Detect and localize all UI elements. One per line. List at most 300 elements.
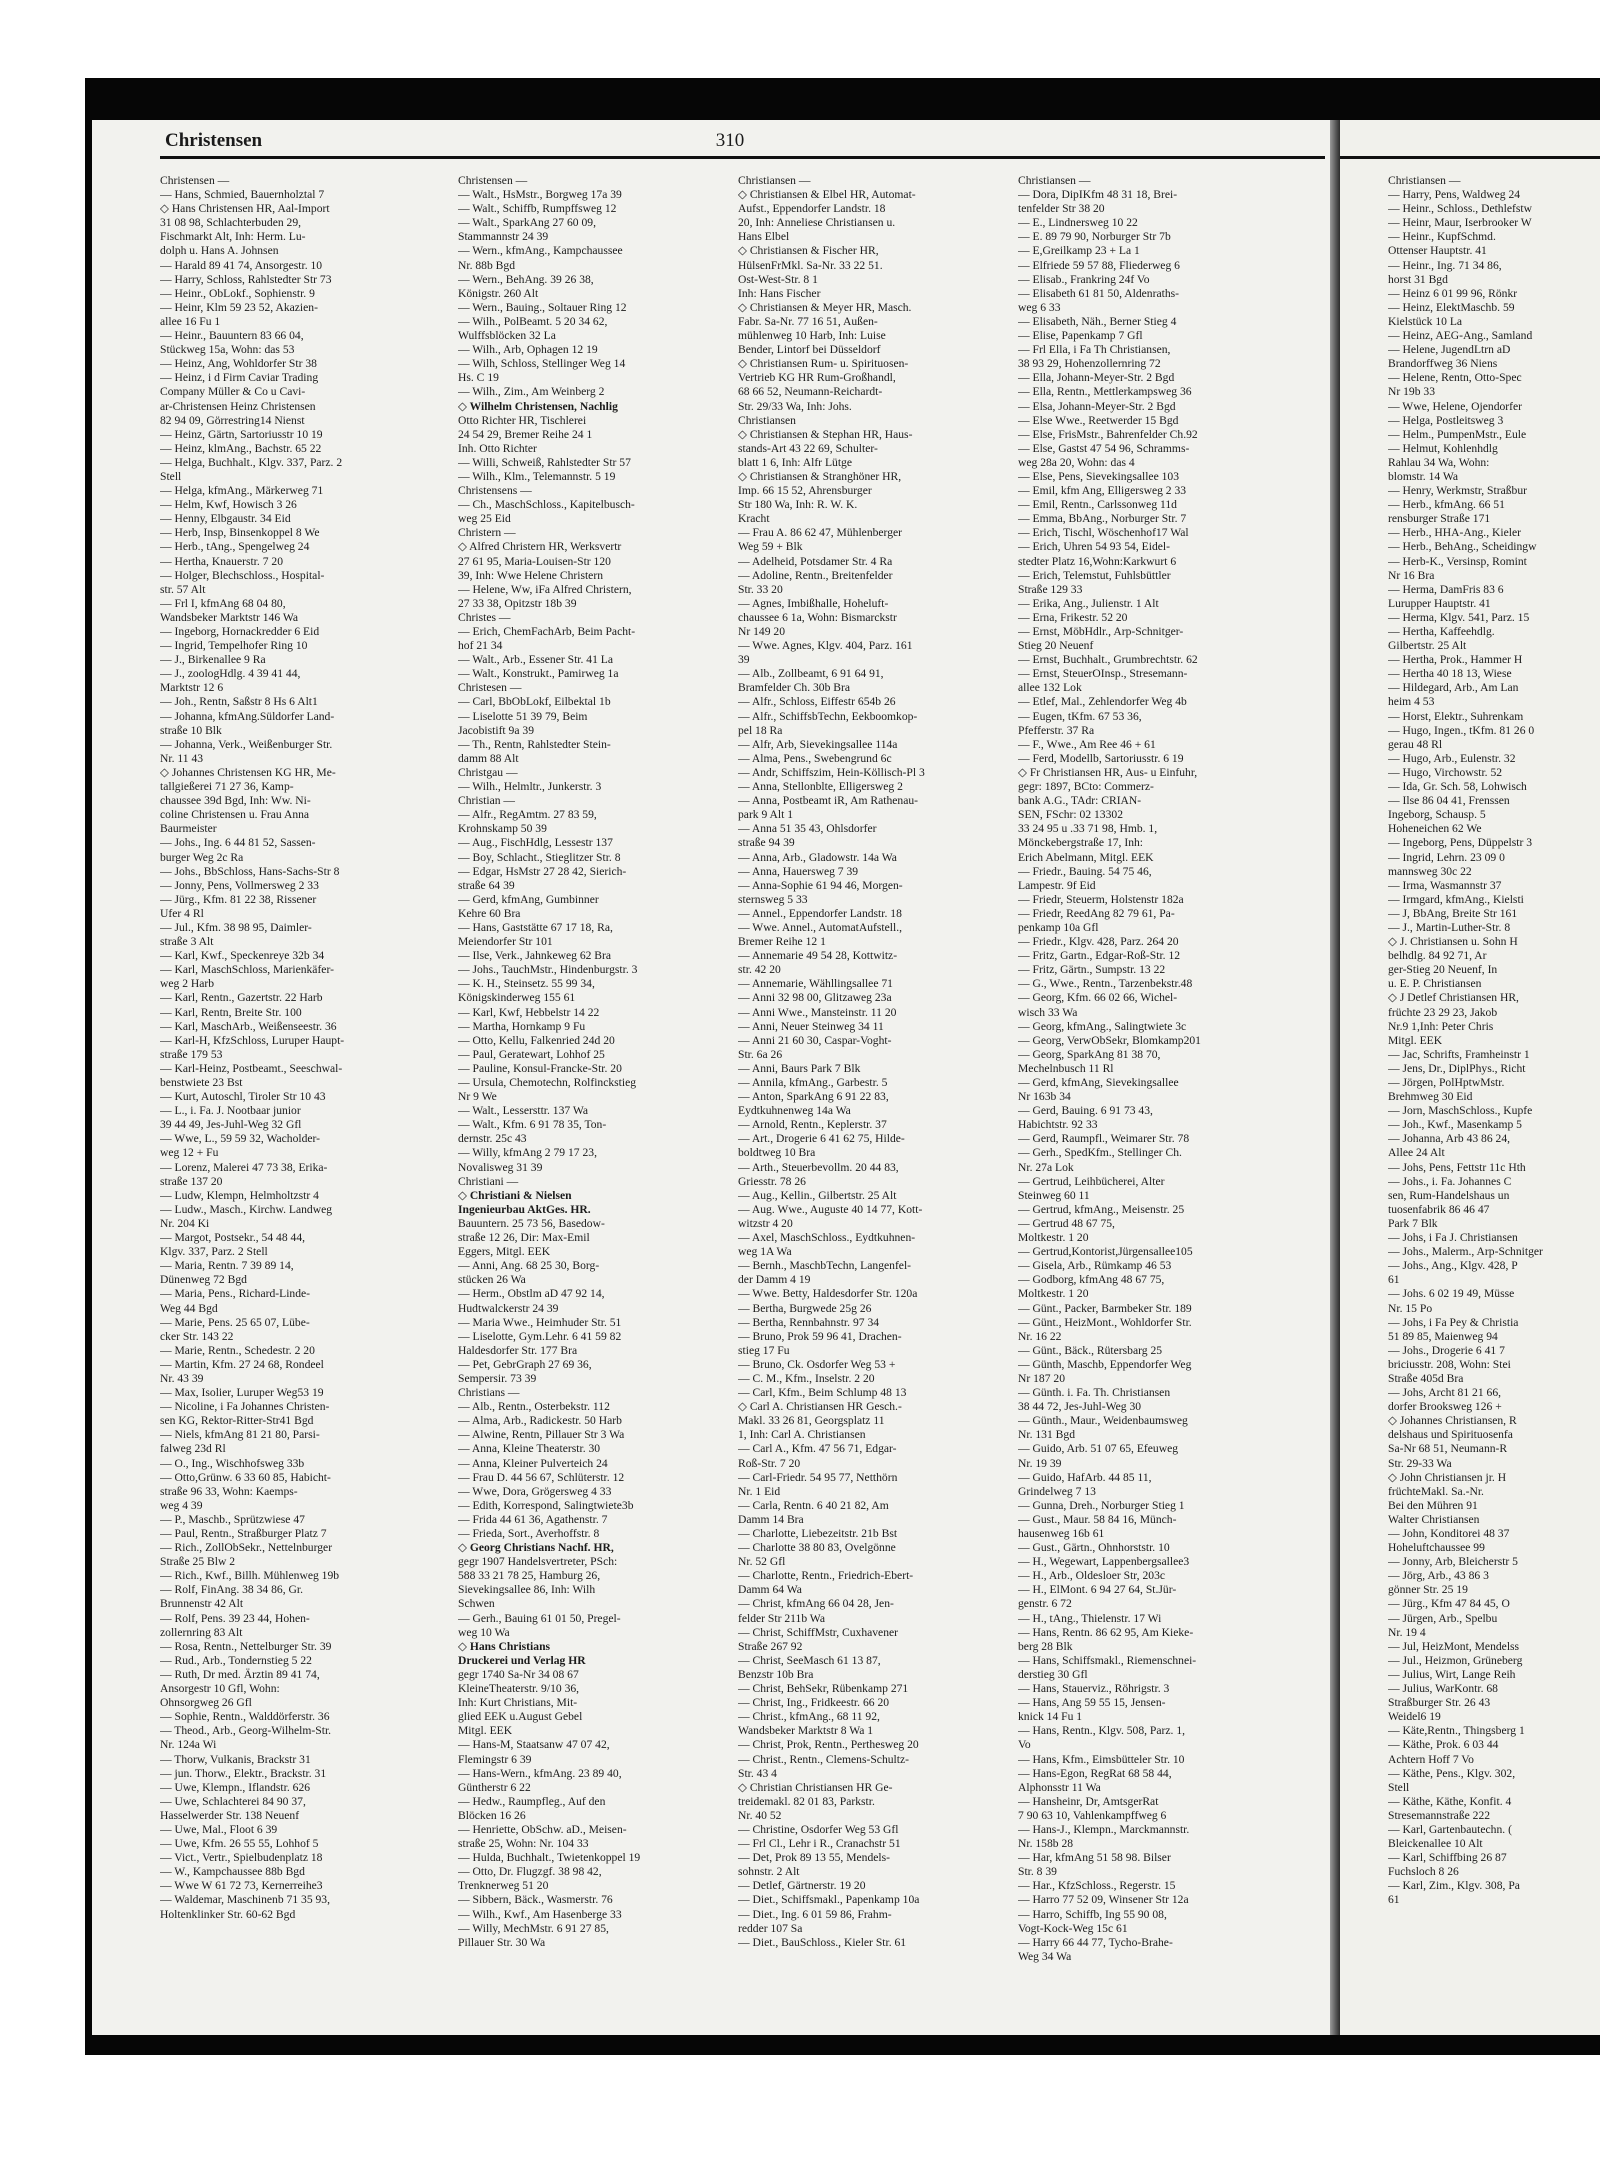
directory-entry: Nr 149 20 — [738, 625, 786, 638]
directory-entry: — Hans, Rentn., Klgv. 508, Parz. 1, — [1018, 1724, 1186, 1738]
directory-entry: — Harald 89 41 74, Ansorgestr. 10 — [160, 258, 323, 272]
directory-entry: — Christine, Osdorfer Weg 53 Gfl — [738, 1822, 899, 1836]
directory-entry: — Frl Cl., Lehr i R., Cranachstr 51 — [738, 1837, 901, 1851]
directory-entry: Nr 9 We — [458, 1090, 497, 1104]
directory-heading: ◇ Johannes Christiansen, R — [1388, 1414, 1517, 1428]
directory-entry: Nr. 43 39 — [160, 1371, 204, 1385]
directory-entry: — Willi, Schweiß, Rahlstedter Str 57 — [458, 455, 631, 469]
directory-entry: felder Str 211b Wa — [738, 1611, 825, 1625]
directory-column-4 — [1018, 174, 1280, 1964]
directory-entry: — Heinz, Ang, Wohldorfer Str 38 — [160, 357, 317, 371]
directory-entry: — K. H., Steinsetz. 55 99 34, — [458, 977, 595, 991]
directory-entry: Kielstück 10 La — [1388, 314, 1463, 328]
directory-entry: — Gertrud, Leihbücherei, Alter — [1018, 1174, 1165, 1188]
directory-entry: der Damm 4 19 — [738, 1273, 811, 1287]
directory-entry: — Georg, Kfm. 66 02 66, Wichel- — [1018, 991, 1178, 1005]
directory-entry: — E,Greilkamp 23 + La 1 — [1018, 244, 1140, 258]
directory-entry: — Ch., MaschSchloss., Kapitelbusch- — [458, 498, 635, 512]
directory-entry: Damm 64 Wa — [738, 1583, 802, 1597]
directory-heading: ◇ John Christiansen jr. H — [1388, 1470, 1507, 1484]
directory-entry: weg 28a 20, Wohn: das 4 — [1018, 455, 1135, 469]
directory-entry: Stresemannstraße 222 — [1388, 1808, 1491, 1822]
directory-entry: Company Müller & Co u Cavi- — [160, 385, 306, 399]
directory-entry: — Christ, SchiffMstr, Cuxhavener — [738, 1625, 899, 1639]
directory-entry: Otto Richter HR, Tischlerei — [458, 413, 587, 427]
directory-entry: — Rolf, Pens. 39 23 44, Hohen- — [160, 1611, 310, 1625]
directory-entry: Königstr. 260 Alt — [458, 286, 539, 300]
directory-entry: — Karl, Rentn, Breite Str. 100 — [160, 1005, 302, 1019]
directory-entry: — Jul., Heizmon, Grüneberg — [1388, 1653, 1523, 1667]
directory-entry: — H., tAng., Thielenstr. 17 Wi — [1018, 1611, 1162, 1625]
directory-entry: — Har, kfmAng 51 58 98. Bilser — [1018, 1851, 1171, 1865]
directory-entry: straße 12 26, Dir: Max-Emil — [458, 1231, 590, 1245]
directory-entry: — J., zoologHdlg. 4 39 41 44, — [160, 667, 301, 681]
directory-entry: — Diet., Schiffsmakl., Papenkamp 10a — [738, 1893, 920, 1907]
directory-entry: — Frida 44 61 36, Agathenstr. 7 — [458, 1512, 608, 1526]
directory-entry: Weidel6 19 — [1388, 1710, 1441, 1724]
directory-entry: — Jorn, MaschSchloss., Kupfe — [1388, 1104, 1533, 1118]
directory-entry: — Ida, Gr. Sch. 58, Lohwisch — [1388, 780, 1527, 794]
directory-entry: gegr 1907 Handelsvertreter, PSch: — [458, 1555, 618, 1569]
directory-entry: Nr 19b 33 — [1388, 385, 1436, 399]
directory-entry: Jacobistift 9a 39 — [458, 723, 534, 737]
directory-entry: — Marie, Pens. 25 65 07, Lübe- — [160, 1315, 310, 1329]
directory-entry: — Harry, Pens, Waldweg 24 — [1388, 188, 1521, 202]
directory-entry: — Martin, Kfm. 27 24 68, Rondeel — [160, 1357, 324, 1371]
directory-entry: straße 94 39 — [738, 836, 795, 850]
directory-entry: — Johs, Archt 81 21 66, — [1388, 1386, 1502, 1400]
directory-entry: HülsenFrMkl. Sa-Nr. 33 22 51. — [738, 258, 883, 272]
directory-entry: — Hans-Egon, RegRat 68 58 44, — [1018, 1766, 1172, 1780]
directory-entry: straße 96 33, Wohn: Kaemps- — [160, 1484, 298, 1498]
directory-entry: — Ingeborg, Pens, Düppelstr 3 — [1388, 836, 1533, 850]
directory-entry: — Johanna, kfmAng.Süldorfer Land- — [160, 709, 335, 723]
directory-entry: — Herb., HHA-Ang., Kieler — [1388, 526, 1521, 540]
directory-entry: Moltkestr. 1 20 — [1018, 1287, 1089, 1301]
directory-entry: — Helga, Buchhalt., Klgv. 337, Parz. 2 — [160, 455, 343, 469]
directory-entry: — F., Wwe., Am Ree 46 + 61 — [1018, 737, 1156, 751]
directory-entry: Nr. 1 Eid — [738, 1484, 781, 1498]
directory-entry: burger Weg 2c Ra — [160, 850, 244, 864]
directory-entry: stücken 26 Wa — [458, 1273, 526, 1287]
directory-entry: — Wwe. Agnes, Klgv. 404, Parz. 161 — [738, 639, 913, 653]
directory-heading: Christensens — — [458, 484, 532, 498]
directory-entry: Klgv. 337, Parz. 2 Stell — [160, 1245, 268, 1259]
directory-entry: — Karl, Gartenbautechn. ( — [1388, 1822, 1512, 1836]
directory-entry: — Herm., Obstlm aD 47 92 14, — [458, 1287, 605, 1301]
directory-entry: Sievekingsallee 86, Inh: Wilh — [458, 1583, 596, 1597]
directory-entry: — Jul, HeizMont, Mendelss — [1388, 1639, 1520, 1653]
directory-entry: blatt 1 6, Inh: Alfr Lütge — [738, 455, 852, 469]
directory-entry: — Ludw., Masch., Kirchw. Landweg — [160, 1202, 333, 1216]
directory-entry: — Jonny, Pens, Vollmersweg 2 33 — [160, 878, 319, 892]
directory-entry: Brehmweg 30 Eid — [1388, 1090, 1473, 1104]
directory-entry: — J., Martin-Luther-Str. 8 — [1388, 920, 1511, 934]
directory-entry: — Alfr., Schloss, Eiffestr 654b 26 — [738, 695, 896, 709]
directory-entry: — Georg, VerwObSekr, Blomkamp201 — [1018, 1033, 1201, 1047]
directory-entry: — Ernst, MöbHdlr., Arp-Schnitger- — [1018, 625, 1184, 638]
directory-entry: — Aug., FischHdlg, Lessestr 137 — [458, 836, 613, 850]
directory-entry: Krohnskamp 50 39 — [458, 822, 547, 836]
directory-entry: — Liselotte, Gym.Lehr. 6 41 59 82 — [458, 1329, 622, 1343]
directory-entry: Vo — [1018, 1738, 1031, 1752]
directory-heading: ◇ Hans Christensen HR, Aal-Import — [160, 202, 330, 216]
directory-entry: weg 10 Wa — [458, 1625, 510, 1639]
directory-entry: Bleickenallee 10 Alt — [1388, 1837, 1483, 1851]
directory-entry: — Wilh., PolBeamt. 5 20 34 62, — [458, 314, 608, 328]
directory-entry: — Georg, SparkAng 81 38 70, — [1018, 1047, 1161, 1061]
directory-entry: — Georg, kfmAng., Salingtwiete 3c — [1018, 1019, 1187, 1033]
directory-entry: — Henriette, ObSchw. aD., Meisen- — [458, 1822, 627, 1836]
directory-entry: — Walt., Lessersttr. 137 Wa — [458, 1104, 589, 1118]
directory-entry: 1, Inh: Carl A. Christiansen — [738, 1428, 866, 1442]
directory-entry: — Johs, i Fa J. Christiansen — [1388, 1231, 1518, 1245]
directory-entry: — Anna 51 35 43, Ohlsdorfer — [738, 822, 877, 836]
directory-entry: Mitgl. EEK — [1388, 1033, 1443, 1047]
directory-entry: — Theod., Arb., Georg-Wilhelm-Str. — [160, 1724, 332, 1738]
directory-entry: hausenweg 16b 61 — [1018, 1527, 1105, 1540]
directory-entry: — Heinr., Bauuntern 83 66 04, — [160, 329, 304, 343]
directory-entry: park 9 Alt 1 — [738, 808, 794, 822]
directory-entry: — Ingrid, Lehrn. 23 09 0 — [1388, 850, 1505, 864]
directory-entry: — Hedw., Raumpfleg., Auf den — [458, 1794, 606, 1808]
directory-entry: Ansorgestr 10 Gfl, Wohn: — [160, 1682, 280, 1696]
directory-entry: — Christ, kfmAng 66 04 28, Jen- — [738, 1597, 894, 1611]
directory-entry: — Bruno, Prok 59 96 41, Drachen- — [738, 1329, 902, 1343]
directory-entry: — Johs., Ing. 6 44 81 52, Sassen- — [160, 836, 316, 850]
directory-entry: cker Str. 143 22 — [160, 1329, 234, 1343]
directory-entry: wisch 33 Wa — [1018, 1005, 1078, 1019]
directory-entry: — C. M., Kfm., Inselstr. 2 20 — [738, 1371, 875, 1385]
directory-entry: Wandsbeker Marktstr 8 Wa 1 — [738, 1724, 874, 1738]
directory-entry: — Erna, Frikestr. 52 20 — [1018, 610, 1128, 624]
directory-entry: stedter Platz 16,Wohn:Karkwurt 6 — [1018, 554, 1177, 568]
directory-entry: — Adelheid, Potsdamer Str. 4 Ra — [738, 554, 893, 568]
directory-entry: — Alfr., SchiffsbTechn, Eekboomkop- — [738, 709, 918, 723]
directory-heading: ◇ Christian Christiansen HR Ge- — [738, 1780, 893, 1794]
directory-entry: — Alma, Pens., Swebengrund 6c — [738, 751, 892, 765]
directory-entry: — Martha, Hornkamp 9 Fu — [458, 1019, 586, 1033]
directory-entry: straße 3 Alt — [160, 935, 214, 949]
directory-entry: — Joh., Rentn, Saßstr 8 Hs 6 Alt1 — [160, 695, 318, 709]
next-page-column — [1388, 174, 1600, 1908]
directory-entry: — Anni 32 98 00, Glitzaweg 23a — [738, 991, 892, 1005]
next-page-edge — [1340, 120, 1600, 2035]
directory-entry: Lurupper Hauptstr. 41 — [1388, 596, 1491, 610]
directory-entry: Haldesdorfer Str. 177 Bra — [458, 1343, 578, 1357]
directory-entry: Makl. 33 26 81, Georgsplatz 11 — [738, 1414, 885, 1428]
directory-entry: Habichtstr. 92 33 — [1018, 1118, 1098, 1132]
directory-entry: — Emma, BbAng., Norburger Str. 7 — [1018, 512, 1187, 526]
directory-entry: — Otto, Dr. Flugzgf. 38 98 42, — [458, 1865, 602, 1879]
directory-entry: — Helene, JugendLtrn aD — [1388, 343, 1511, 357]
directory-entry: — Heinr., Schloss., Dethlefstw — [1388, 202, 1532, 216]
directory-entry: 61 — [1388, 1893, 1400, 1907]
directory-entry: — Hans-M, Staatsanw 47 07 42, — [458, 1738, 610, 1752]
directory-entry: delshaus und Spirituosenfa — [1388, 1428, 1513, 1442]
directory-entry: Straße 405d Bra — [1388, 1371, 1464, 1385]
directory-entry: Pillauer Str. 30 Wa — [458, 1935, 546, 1949]
directory-entry: — Hans-J., Klempn., Marckmannstr. — [1018, 1822, 1190, 1836]
directory-entry: — G., Wwe., Rentn., Tarzenbekstr.48 — [1018, 977, 1193, 991]
directory-entry: Ingeborg, Schausp. 5 — [1388, 808, 1486, 822]
directory-entry: Ufer 4 Rl — [160, 906, 204, 920]
directory-entry: — Aug., Kellin., Gilbertstr. 25 Alt — [738, 1188, 897, 1202]
directory-entry: — Hans, Gaststätte 67 17 18, Ra, — [458, 920, 613, 934]
directory-entry: — Walt., Konstrukt., Pamirweg 1a — [458, 667, 619, 681]
directory-entry: straße 64 39 — [458, 878, 515, 892]
directory-entry: — Erich, Tischl, Wöschenhof17 Wal — [1018, 526, 1189, 540]
directory-entry: Druckerei und Verlag HR — [458, 1653, 586, 1667]
directory-entry: — Hans, Ang 59 55 15, Jensen- — [1018, 1696, 1166, 1710]
directory-entry: Nr. 204 Ki — [160, 1216, 210, 1230]
directory-entry: — Else Wwe., Reetwerder 15 Bgd — [1018, 413, 1179, 427]
directory-entry: — Karl, Schiffbing 26 87 — [1388, 1851, 1507, 1865]
directory-entry: Mitgl. EEK — [458, 1724, 513, 1738]
directory-entry: gerau 48 Rl — [1388, 737, 1443, 751]
directory-entry: coline Christensen u. Frau Anna — [160, 808, 310, 822]
directory-entry: — Uwe, Kfm. 26 55 55, Lohhof 5 — [160, 1837, 319, 1851]
directory-entry: — Ernst, Buchhalt., Grumbrechtstr. 62 — [1018, 653, 1198, 667]
directory-entry: — Harry 66 44 77, Tycho-Brahe- — [1018, 1935, 1173, 1949]
directory-entry: Grindelweg 7 13 — [1018, 1484, 1096, 1498]
directory-entry: — Maria, Pens., Richard-Linde- — [160, 1287, 311, 1301]
directory-entry: briciusstr. 208, Wohn: Stei — [1388, 1357, 1511, 1371]
directory-entry: Str. 33 20 — [738, 582, 783, 596]
directory-entry: benstwiete 23 Bst — [160, 1076, 243, 1089]
directory-entry: — Etlef, Mal., Zehlendorfer Weg 4b — [1018, 695, 1187, 709]
directory-entry: — Anna, Stellonblte, Elligersweg 2 — [738, 780, 903, 794]
directory-entry: — Uwe, Schlachterei 84 90 37, — [160, 1794, 306, 1808]
directory-entry: — Edith, Korrespond, Salingtwiete3b — [458, 1498, 634, 1512]
directory-entry: — Maria Wwe., Heimhuder Str. 51 — [458, 1315, 622, 1329]
directory-heading: Christiansen — — [1388, 174, 1461, 187]
directory-entry: Aufst., Eppendorfer Landstr. 18 — [738, 202, 886, 216]
directory-heading: ◇ Christiansen & Elbel HR, Automat- — [738, 188, 916, 202]
directory-entry: Moltkestr. 1 20 — [1018, 1231, 1089, 1245]
directory-entry: — Carl, BbObLokf, Eilbektal 1b — [458, 695, 611, 709]
directory-entry: weg 1A Wa — [738, 1245, 792, 1259]
directory-entry: — Heinr, Maur, Iserbrooker W — [1388, 216, 1532, 230]
directory-entry: — Charlotte, Rentn., Friedrich-Ebert- — [738, 1569, 914, 1583]
directory-entry: — Elsa, Johann-Meyer-Str. 2 Bgd — [1018, 399, 1176, 413]
directory-entry: — Andr, Schiffszim, Hein-Köllisch-Pl 3 — [738, 765, 925, 779]
directory-entry: chaussee 6 1a, Wohn: Bismarckstr — [738, 610, 897, 624]
directory-entry: — Herma, DamFris 83 6 — [1388, 582, 1504, 596]
directory-entry: sen, Rum-Handelshaus un — [1388, 1188, 1510, 1202]
directory-entry: Stell — [160, 469, 182, 483]
directory-column-1 — [160, 174, 422, 1922]
directory-entry: — Wilh., Kwf., Am Hasenberge 33 — [458, 1907, 622, 1921]
directory-entry: stieg 17 Fu — [738, 1343, 790, 1357]
directory-entry: Damm 14 Bra — [738, 1512, 804, 1526]
directory-entry: — Christ, BehSekr, Rübenkamp 271 — [738, 1682, 909, 1696]
directory-entry: — Heinz 6 01 99 96, Rönkr — [1388, 286, 1518, 300]
directory-entry: Rahlau 34 Wa, Wohn: — [1388, 455, 1490, 469]
directory-entry: chaussee 39d Bgd, Inh: Ww. Ni- — [160, 794, 311, 808]
directory-entry: blomstr. 14 Wa — [1388, 469, 1459, 483]
directory-heading: Christes — — [458, 610, 511, 624]
directory-entry: — Arnold, Rentn., Keplerstr. 37 — [738, 1118, 887, 1132]
directory-entry: — Helene, Ww, iFa Alfred Christern, — [458, 582, 632, 596]
directory-entry: Vertrieb KG HR Rum-Großhandl, — [738, 371, 896, 385]
directory-entry: weg 4 39 — [160, 1498, 203, 1512]
directory-entry: — Jac, Schrifts, Framheinstr 1 — [1388, 1047, 1530, 1061]
header-rule — [160, 156, 1325, 159]
directory-entry: — Rich., Kwf., Billh. Mühlenweg 19b — [160, 1569, 340, 1583]
directory-entry: — Alb., Rentn., Osterbekstr. 112 — [458, 1400, 610, 1414]
directory-entry: — Günt., HeizMont., Wohldorfer Str. — [1018, 1315, 1192, 1329]
directory-entry: — Annel., Eppendorfer Landstr. 18 — [738, 906, 902, 920]
directory-entry: Güntherstr 6 22 — [458, 1780, 531, 1794]
directory-entry: — Jörgen, PolHptwMstr. — [1388, 1076, 1505, 1089]
directory-entry: dolph u. Hans A. Johnsen — [160, 244, 279, 258]
directory-entry: — Maria, Rentn. 7 39 89 14, — [160, 1259, 294, 1273]
directory-entry: — Anton, SparkAng 6 91 22 83, — [738, 1090, 889, 1104]
directory-entry: — Anna, Hauersweg 7 39 — [738, 864, 859, 878]
directory-heading: Christiansen — — [738, 174, 811, 187]
directory-entry: — Erika, Ang., Julienstr. 1 Alt — [1018, 596, 1159, 610]
directory-entry: — Herma, Klgv. 541, Parz. 15 — [1388, 610, 1530, 624]
directory-entry: Kracht — [738, 512, 770, 526]
directory-heading: ◇ Hans Christians — [458, 1639, 551, 1653]
directory-entry: Bremer Reihe 12 1 — [738, 935, 826, 949]
directory-entry: — Bertha, Rennbahnstr. 97 34 — [738, 1315, 880, 1329]
directory-entry: Dünenweg 72 Bgd — [160, 1273, 247, 1287]
directory-entry: weg 12 + Fu — [160, 1146, 219, 1160]
directory-entry: — Otto, Kellu, Falkenried 24d 20 — [458, 1033, 615, 1047]
directory-entry: Vogt-Kock-Weg 15c 61 — [1018, 1921, 1128, 1935]
directory-entry: — Margot, Postsekr., 54 48 44, — [160, 1231, 306, 1245]
directory-entry: — H., Wegewart, Lappenbergsallee3 — [1018, 1555, 1190, 1569]
directory-entry: — Günt., Bäck., Rütersbarg 25 — [1018, 1343, 1163, 1357]
directory-entry: damm 88 Alt — [458, 751, 519, 765]
directory-entry: — Heinz, klmAng., Bachstr. 65 22 — [160, 441, 322, 455]
directory-entry: — Elisab., Frankring 24f Vo — [1018, 272, 1150, 286]
directory-entry: — Jürg., Kfm 47 84 45, O — [1388, 1597, 1510, 1611]
directory-entry: — Karl, Rentn., Gazertstr. 22 Harb — [160, 991, 323, 1005]
directory-entry: — Elisabeth 61 81 50, Aldenraths- — [1018, 286, 1179, 300]
directory-entry: — Bernh., MaschbTechn, Langenfel- — [738, 1259, 912, 1273]
book-gutter — [1330, 120, 1340, 2035]
directory-entry: — Heinz, Gärtn, Sartoriusstr 10 19 — [160, 427, 323, 441]
directory-entry: — Karl, MaschSchloss, Marienkäfer- — [160, 963, 334, 977]
directory-heading: ◇ Christiansen & Fischer HR, — [738, 244, 879, 258]
directory-entry: tuosenfabrik 86 46 47 — [1388, 1202, 1490, 1216]
directory-entry: — Karl-H, KfzSchloss, Luruper Haupt- — [160, 1033, 345, 1047]
directory-entry: — Wilh, Schloss, Stellinger Weg 14 — [458, 357, 626, 371]
directory-entry: — Anna-Sophie 61 94 46, Morgen- — [738, 878, 903, 892]
directory-entry: — Ursula, Chemotechn, Rolfinckstieg — [458, 1076, 637, 1089]
directory-entry: pel 18 Ra — [738, 723, 783, 737]
directory-entry: früchteMakl. Sa.-Nr. — [1388, 1484, 1484, 1498]
directory-entry: rensburger Straße 171 — [1388, 512, 1491, 526]
directory-column-2 — [458, 174, 720, 1950]
page-header-name: Christensen — [165, 130, 263, 151]
directory-entry: 39 44 49, Jes-Juhl-Weg 32 Gfl — [160, 1118, 302, 1132]
directory-entry: — Heinr, Klm 59 23 52, Akazien- — [160, 300, 318, 314]
directory-entry: — Walt., HsMstr., Borgweg 17a 39 — [458, 188, 622, 202]
directory-entry: — Willy, kfmAng 2 79 17 23, — [458, 1146, 597, 1160]
directory-heading: ◇ Carl A. Christiansen HR Gesch.- — [738, 1400, 902, 1414]
directory-entry: — Wwe, Helene, Ojendorfer — [1388, 399, 1523, 413]
directory-entry: — Bruno, Ck. Osdorfer Weg 53 + — [738, 1357, 896, 1371]
directory-entry: — Alma, Arb., Radickestr. 50 Harb — [458, 1414, 622, 1428]
directory-entry: — Charlotte, Liebezeitstr. 21b Bst — [738, 1527, 898, 1540]
directory-entry: — Gerd, Bauing. 6 91 73 43, — [1018, 1104, 1153, 1118]
directory-entry: Ohnsorgweg 26 Gfl — [160, 1696, 252, 1710]
directory-entry: treidemakl. 82 01 83, Parkstr. — [738, 1794, 875, 1808]
directory-entry: — Liselotte 51 39 79, Beim — [458, 709, 588, 723]
directory-entry: — Karl, Kwf, Hebbelstr 14 22 — [458, 1005, 600, 1019]
directory-entry: Inh: Kurt Christians, Mit- — [458, 1696, 578, 1710]
directory-entry: 51 89 85, Maienweg 94 — [1388, 1329, 1498, 1343]
directory-entry: — Eugen, tKfm. 67 53 36, — [1018, 709, 1142, 723]
directory-entry: — Johs., Malerm., Arp-Schnitger — [1388, 1245, 1543, 1259]
directory-entry: — Johs. 6 02 19 49, Müsse — [1388, 1287, 1515, 1301]
directory-entry: weg 2 Harb — [160, 977, 215, 991]
directory-entry: — Friedr., Klgv. 428, Parz. 264 20 — [1018, 935, 1179, 949]
directory-entry: Sa-Nr 68 51, Neumann-R — [1388, 1442, 1508, 1456]
directory-entry: Holtenklinker Str. 60-62 Bgd — [160, 1907, 296, 1921]
directory-heading: Christern — — [458, 526, 516, 540]
directory-entry: — Dora, DipIKfm 48 31 18, Brei- — [1018, 188, 1178, 202]
directory-entry: — Christ, SeeMasch 61 13 87, — [738, 1653, 881, 1667]
directory-entry: Schwen — [458, 1597, 495, 1611]
directory-entry: — Günth., Maur., Weidenbaumsweg — [1018, 1414, 1188, 1428]
directory-entry: — Walt., Arb., Essener Str. 41 La — [458, 653, 614, 667]
directory-entry: Str. 29-33 Wa — [1388, 1456, 1452, 1470]
directory-heading: Christensen — — [160, 174, 230, 187]
directory-entry: Mönckebergstraße 17, Inh: — [1018, 836, 1144, 850]
directory-entry: — Hans, Rentn. 86 62 95, Am Kieke- — [1018, 1625, 1194, 1639]
directory-entry: — Gust., Maur. 58 84 16, Münch- — [1018, 1512, 1177, 1526]
directory-entry: 31 08 98, Schlachterbuden 29, — [160, 216, 302, 230]
directory-entry: derstieg 30 Gfl — [1018, 1667, 1088, 1681]
directory-entry: dernstr. 25c 43 — [458, 1132, 527, 1146]
directory-entry: — W., Kampchaussee 88b Bgd — [160, 1865, 305, 1879]
directory-entry: — Bertha, Burgwede 25g 26 — [738, 1301, 872, 1315]
directory-entry: — Det, Prok 89 13 55, Mendels- — [738, 1851, 890, 1865]
directory-entry: redder 107 Sa — [738, 1921, 803, 1935]
directory-entry: — Anna, Postbeamt iR, Am Rathenau- — [738, 794, 919, 808]
directory-entry: Steinweg 60 11 — [1018, 1188, 1090, 1202]
directory-entry: Stammannstr 24 39 — [458, 230, 549, 244]
directory-entry: Benzstr 10b Bra — [738, 1667, 814, 1681]
directory-heading: ◇ Christiansen Rum- u. Spirituosen- — [738, 357, 909, 371]
directory-entry: — Helga, kfmAng., Märkerweg 71 — [160, 484, 324, 498]
directory-entry: — J, BbAng, Breite Str 161 — [1388, 906, 1518, 920]
directory-entry: — Gunna, Dreh., Norburger Stieg 1 — [1018, 1498, 1185, 1512]
directory-entry: — Gertrud,Kontorist,Jürgensallee105 — [1018, 1245, 1193, 1259]
directory-entry: stands-Art 43 22 69, Schulter- — [738, 441, 878, 455]
directory-entry: — Gerh., Bauing 61 01 50, Pregel- — [458, 1611, 621, 1625]
directory-entry: — Carla, Rentn. 6 40 21 82, Am — [738, 1498, 889, 1512]
directory-entry: — H., ElMont. 6 94 27 64, St.Jür- — [1018, 1583, 1177, 1597]
directory-entry: glied EEK u.August Gebel — [458, 1710, 583, 1724]
directory-entry: — Heinz, i d Firm Caviar Trading — [160, 371, 319, 385]
directory-entry: Ottenser Hauptstr. 41 — [1388, 244, 1487, 258]
directory-entry: — Paul, Rentn., Straßburger Platz 7 — [160, 1527, 327, 1540]
directory-entry: Hoheluftchaussee 99 — [1388, 1541, 1485, 1555]
directory-entry: tallgießerei 71 27 36, Kamp- — [160, 780, 294, 794]
directory-entry: — Günt., Packer, Barmbeker Str. 189 — [1018, 1301, 1192, 1315]
directory-entry: Str. 43 4 — [738, 1766, 777, 1780]
directory-entry: Griesstr. 78 26 — [738, 1174, 806, 1188]
directory-entry: — O., Ing., Wischhofsweg 33b — [160, 1456, 305, 1470]
directory-entry: Stückweg 15a, Wohn: das 53 — [160, 343, 295, 357]
directory-entry: Stell — [1388, 1780, 1410, 1794]
